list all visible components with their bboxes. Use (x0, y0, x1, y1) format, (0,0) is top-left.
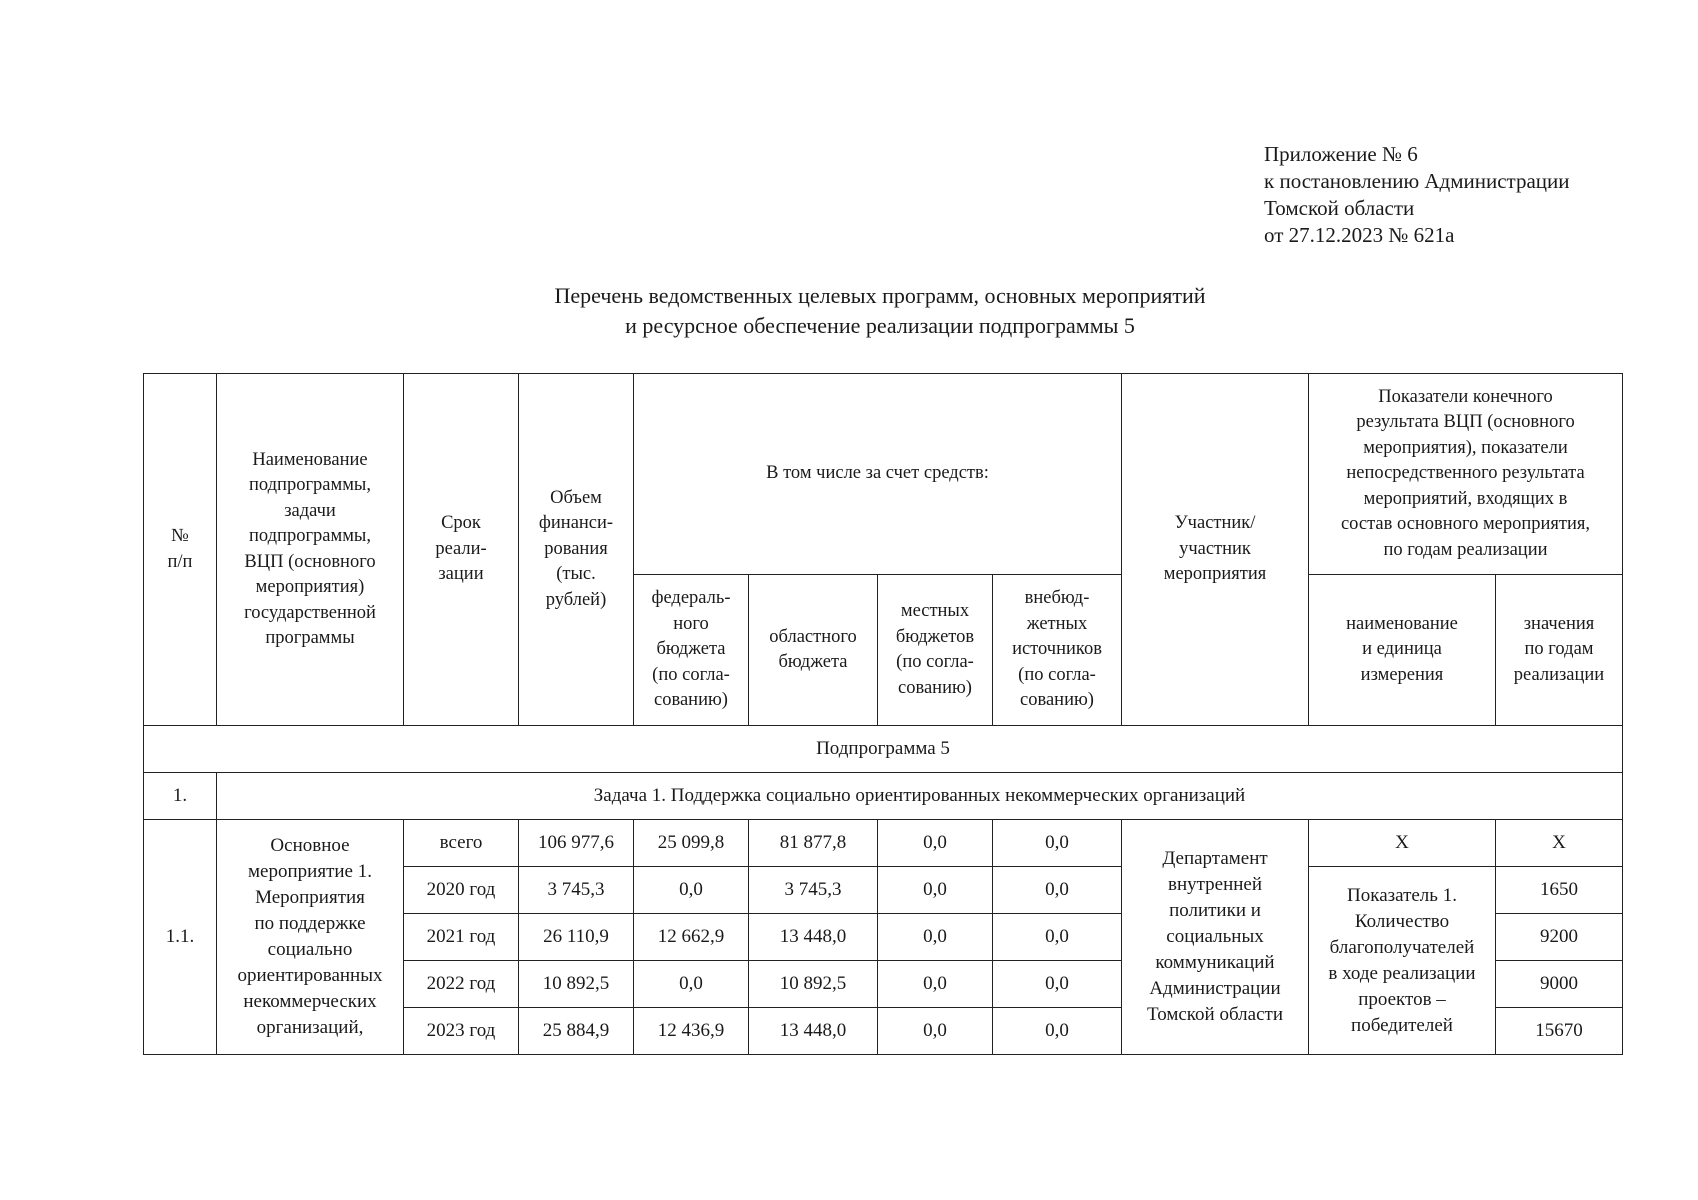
header-num: № п/п (144, 374, 217, 726)
volume-cell: 25 884,9 (519, 1008, 634, 1055)
volume-cell: 26 110,9 (519, 914, 634, 961)
regional-cell: 3 745,3 (749, 867, 878, 914)
term-cell: 2020 год (404, 867, 519, 914)
annex-line: Приложение № 6 (1264, 142, 1418, 166)
volume-cell: 3 745,3 (519, 867, 634, 914)
header-indicator-name: наименование и единица измерения (1309, 575, 1496, 726)
local-cell: 0,0 (878, 961, 993, 1008)
task-num: 1. (144, 773, 217, 820)
header-sources-group: В том числе за счет средств: (634, 374, 1122, 575)
annex-line: к постановлению Администрации (1264, 169, 1570, 193)
extra-cell: 0,0 (993, 820, 1122, 867)
indicator-name: Показатель 1. Количество благополучателей в ходе реализации проектов – победителей (1309, 867, 1496, 1055)
local-cell: 0,0 (878, 914, 993, 961)
table-row (144, 820, 1623, 867)
term-cell: всего (404, 820, 519, 867)
extra-cell: 0,0 (993, 867, 1122, 914)
activity-num: 1.1. (144, 820, 217, 1055)
title-line: и ресурсное обеспечение реализации подпрограммы 5 (625, 313, 1135, 338)
header-local: местных бюджетов (по согла- сованию) (878, 575, 993, 726)
subprogram-row (144, 726, 1623, 773)
header-participant: Участник/ участник мероприятия (1122, 374, 1309, 726)
header-indicator-values: значения по годам реализации (1496, 575, 1623, 726)
subprogram-label: Подпрограмма 5 (144, 726, 1623, 773)
extra-cell: 0,0 (993, 914, 1122, 961)
local-cell: 0,0 (878, 1008, 993, 1055)
title-line: Перечень ведомственных целевых программ, основных мероприятий (554, 283, 1206, 308)
activity-name: Основное мероприятие 1. Мероприятия по поддержке социально ориентированных некоммерческих организаций, (217, 820, 404, 1055)
annex-line: от 27.12.2023 № 621а (1264, 223, 1455, 247)
local-cell: 0,0 (878, 867, 993, 914)
header-term: Срок реали- зации (404, 374, 519, 726)
federal-cell: 12 436,9 (634, 1008, 749, 1055)
volume-cell: 10 892,5 (519, 961, 634, 1008)
federal-cell: 25 099,8 (634, 820, 749, 867)
indicator-value-cell: 9000 (1496, 961, 1623, 1008)
header-name: Наименование подпрограммы, задачи подпрограммы, ВЦП (основного мероприятия) государственной программы (217, 374, 404, 726)
extra-cell: 0,0 (993, 961, 1122, 1008)
task-row (144, 773, 1623, 820)
indicator-name-total: Х (1309, 820, 1496, 867)
term-cell: 2022 год (404, 961, 519, 1008)
header-indicators-group: Показатели конечного результата ВЦП (основного мероприятия), показатели непосредственного результата мероприятий, входящих в состав основного мероприятия, по годам реализации (1309, 374, 1623, 575)
volume-cell: 106 977,6 (519, 820, 634, 867)
regional-cell: 81 877,8 (749, 820, 878, 867)
indicator-value-cell: 15670 (1496, 1008, 1623, 1055)
term-cell: 2023 год (404, 1008, 519, 1055)
document-title (0, 281, 1698, 341)
regional-cell: 10 892,5 (749, 961, 878, 1008)
extra-cell: 0,0 (993, 1008, 1122, 1055)
task-text: Задача 1. Поддержка социально ориентированных некоммерческих организаций (217, 773, 1623, 820)
local-cell: 0,0 (878, 820, 993, 867)
term-cell: 2021 год (404, 914, 519, 961)
annex-header (1264, 141, 1570, 249)
header-extrabudget: внебюд- жетных источников (по согла- сованию) (993, 575, 1122, 726)
activity-participant: Департамент внутренней политики и социальных коммуникаций Администрации Томской области (1122, 820, 1309, 1055)
indicator-value-cell: 9200 (1496, 914, 1623, 961)
regional-cell: 13 448,0 (749, 914, 878, 961)
federal-cell: 12 662,9 (634, 914, 749, 961)
regional-cell: 13 448,0 (749, 1008, 878, 1055)
federal-cell: 0,0 (634, 961, 749, 1008)
indicator-value-cell: Х (1496, 820, 1623, 867)
program-table (143, 373, 1623, 1055)
header-regional: областного бюджета (749, 575, 878, 726)
header-volume: Объем финанси- рования (тыс. рублей) (519, 374, 634, 726)
annex-line: Томской области (1264, 196, 1415, 220)
indicator-value-cell: 1650 (1496, 867, 1623, 914)
header-federal: федераль- ного бюджета (по согла- сованию) (634, 575, 749, 726)
federal-cell: 0,0 (634, 867, 749, 914)
